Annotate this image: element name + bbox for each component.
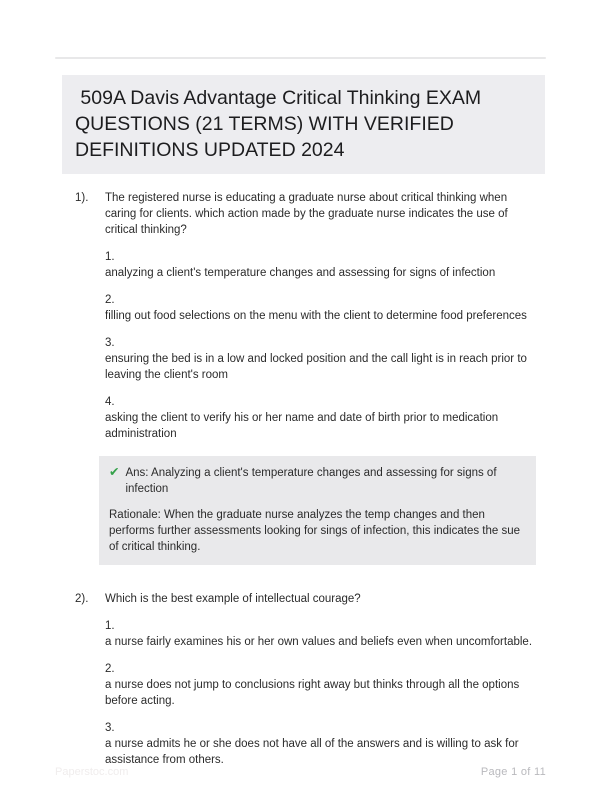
option-item xyxy=(105,292,535,324)
answer-box xyxy=(99,456,536,565)
question-item-1 xyxy=(75,190,537,565)
option-number: 4. xyxy=(105,396,115,408)
watermark: Paperstoc.com xyxy=(55,766,129,778)
option-item xyxy=(105,335,535,383)
option-number: 3. xyxy=(105,337,115,349)
option-text: a nurse fairly examines his or her own values and beliefs even when uncomfortable. xyxy=(105,636,533,648)
option-text: ensuring the bed is in a low and locked position and the call light is in reach prior to leaving the client's room xyxy=(105,353,527,381)
question-text: Which is the best example of intellectual courage? xyxy=(105,593,361,605)
question-body xyxy=(105,591,535,768)
option-number: 2. xyxy=(105,663,115,675)
questions-list xyxy=(75,190,537,768)
checkmark-icon: ✔ xyxy=(109,465,120,479)
rationale-text: Rationale: When the graduate nurse analyzes the temp changes and then performs further assessments looking for sings of infection, this indicates the sue of critical thinking. xyxy=(109,509,521,553)
question-item-2 xyxy=(75,591,537,768)
page-title: 509A Davis Advantage Critical Thinking EXAM QUESTIONS (21 TERMS) WITH VERIFIED DEFINITIONS UPDATED 2024 xyxy=(75,87,487,161)
question-text: The registered nurse is educating a graduate nurse about critical thinking when caring for clients. which action made by the graduate nurse indicates the use of critical thinking? xyxy=(105,192,508,236)
title-box xyxy=(62,75,545,174)
option-item xyxy=(105,661,535,709)
option-item xyxy=(105,720,535,768)
question-body xyxy=(105,190,535,565)
option-number: 1. xyxy=(105,251,115,263)
page-number: Page 1 of 11 xyxy=(480,766,546,778)
option-text: a nurse admits he or she does not have all of the answers and is willing to ask for assistance from others. xyxy=(105,738,519,766)
option-text: filling out food selections on the menu with the client to determine food preferences xyxy=(105,310,527,322)
top-divider xyxy=(55,57,546,59)
option-text: analyzing a client's temperature changes and assessing for signs of infection xyxy=(105,267,496,279)
option-text: asking the client to verify his or her name and date of birth prior to medication administration xyxy=(105,412,499,440)
option-number: 3. xyxy=(105,722,115,734)
option-number: 2. xyxy=(105,294,115,306)
question-number: 1). xyxy=(75,192,89,204)
option-item xyxy=(105,394,535,442)
answer-text: Ans: Analyzing a client's temperature changes and assessing for signs of infection xyxy=(125,467,497,495)
answer-line xyxy=(109,464,522,497)
option-item xyxy=(105,618,535,650)
option-number: 1. xyxy=(105,620,115,632)
option-text: a nurse does not jump to conclusions right away but thinks through all the options before acting. xyxy=(105,679,520,707)
option-item xyxy=(105,249,535,281)
question-number: 2). xyxy=(75,593,89,605)
